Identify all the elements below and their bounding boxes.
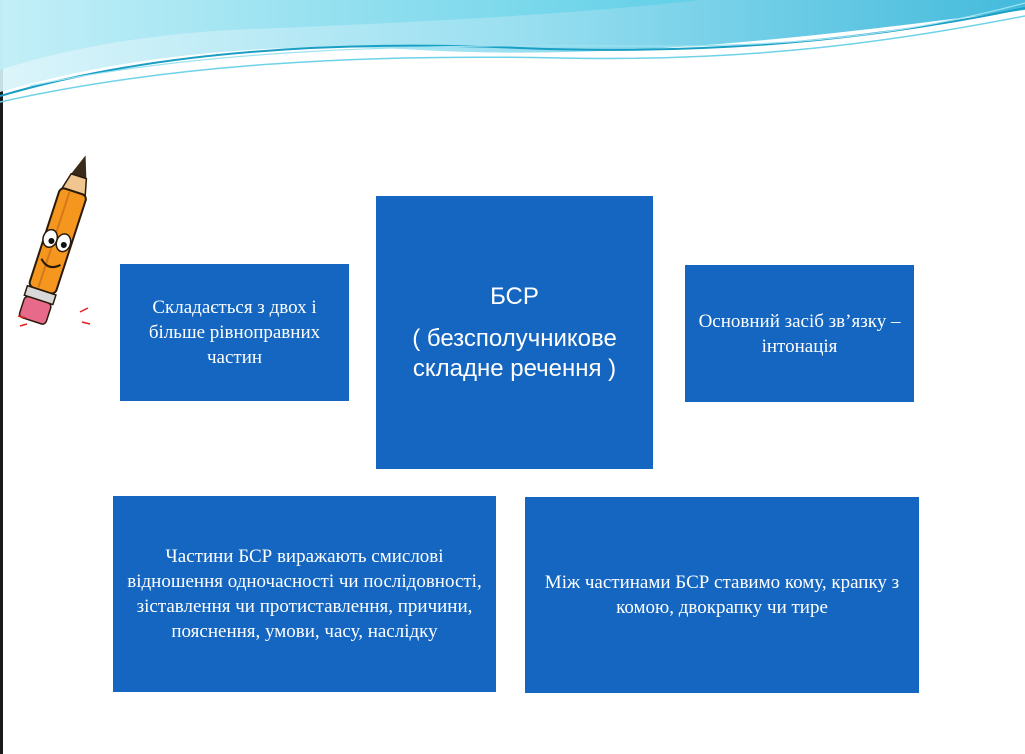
box-intonation [685,265,914,402]
slide-left-edge [0,0,3,754]
box-punctuation [525,497,919,693]
bsr-title: БСР [490,282,539,310]
box-bsr-title [376,196,653,469]
wave-decoration [0,0,1025,110]
pencil-character-icon [14,148,94,344]
box-semantic-relations-text: Частини БСР виражають смислові відношення одночасності чи послідовності, зіставлення чи протиставлення, причини, пояснення, умови, часу, наслідку [127,546,482,642]
box-composition [120,264,349,401]
box-composition-text: Складається з двох і більше рівноправних частин [148,297,321,368]
bsr-subtitle: ( безсполучникове складне речення ) [412,324,617,382]
box-punctuation-text: Між частинами БСР ставимо кому, крапку з комою, двокрапку чи тире [544,572,900,618]
box-intonation-text: Основний засіб зв’язку – інтонація [698,310,901,357]
box-semantic-relations [113,496,496,692]
